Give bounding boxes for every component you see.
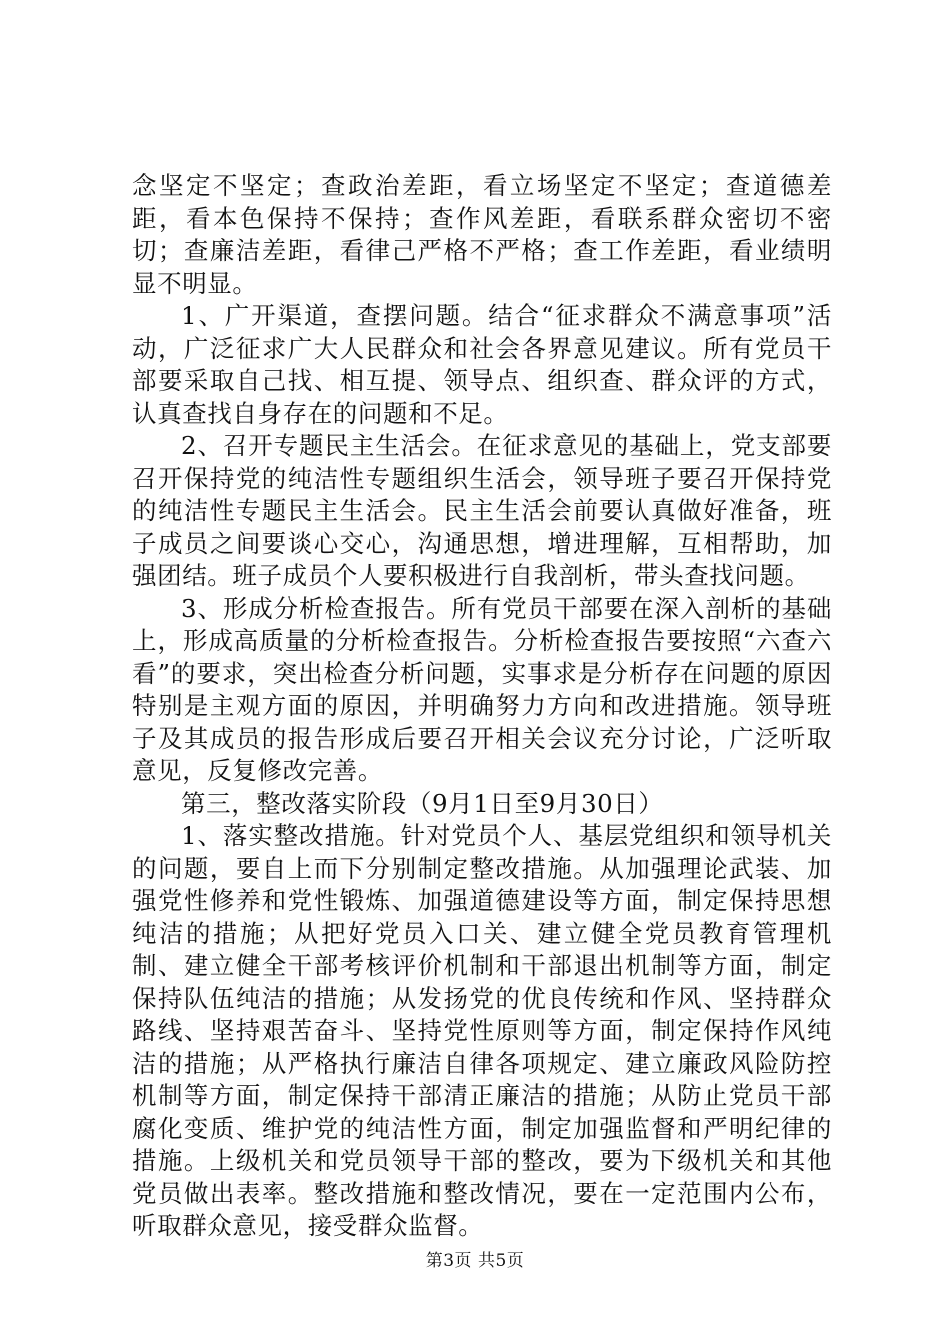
section-heading: 第三，整改落实阶段（9月1日至9月30日） [181,788,664,818]
paragraph-item-2: 2、召开专题民主生活会。在征求意见的基础上，党支部要召开保持党的纯洁性专题组织生活会，领导班子要召开保持党的纯洁性专题民主生活会。民主生活会前要认真做好准备，班子成员之间要谈心交心，沟通思想，增进理解，互相帮助，加强团结。班子成员个人要积极进行自我剖析，带头查找问题。 [132,431,832,590]
paragraph-item-1: 1、广开渠道，查摆问题。结合“征求群众不满意事项”活动，广泛征求广大人民群众和社会各界意见建议。所有党员干部要采取自己找、相互提、领导点、组织查、群众评的方式，认真查找自身存在的问题和不足。 [132,301,832,428]
paragraph-continuation: 念坚定不坚定；查政治差距，看立场坚定不坚定；查道德差距，看本色保持不保持；查作风差距，看联系群众密切不密切；查廉洁差距，看律己严格不严格；查工作差距，看业绩明显不明显。 [132,171,832,298]
paragraph-item-4: 1、落实整改措施。针对党员个人、基层党组织和领导机关的问题，要自上而下分别制定整改措施。从加强理论武装、加强党性修养和党性锻炼、加强道德建设等方面，制定保持思想纯洁的措施；从把好党员入口关、建立健全党员教育管理机制、建立健全干部考核评价机制和干部退出机制等方面，制定保持队伍纯洁的措施；从发扬党的优良传统和作风、坚持群众路线、坚持艰苦奋斗、坚持党性原则等方面，制定保持作风纯洁的措施；从严格执行廉洁自律各项规定、建立廉政风险防控机制等方面，制定保持干部清正廉洁的措施；从防止党员干部腐化变质、维护党的纯洁性方面，制定加强监督和严明纪律的措施。上级机关和党员领导干部的整改，要为下级机关和其他党员做出表率。整改措施和整改情况，要在一定范围内公布，听取群众意见，接受群众监督。 [132,821,832,1240]
page-footer: 第3页 共5页 [425,1251,525,1271]
document-body [132,170,832,1243]
paragraph-item-3: 3、形成分析检查报告。所有党员干部要在深入剖析的基础上，形成高质量的分析检查报告。分析检查报告要按照“六查六看”的要求，突出检查分析问题，实事求是分析存在问题的原因特别是主观方面的原因，并明确努力方向和改进措施。领导班子及其成员的报告形成后要召开相关会议充分讨论，广泛听取意见，反复修改完善。 [132,593,832,785]
